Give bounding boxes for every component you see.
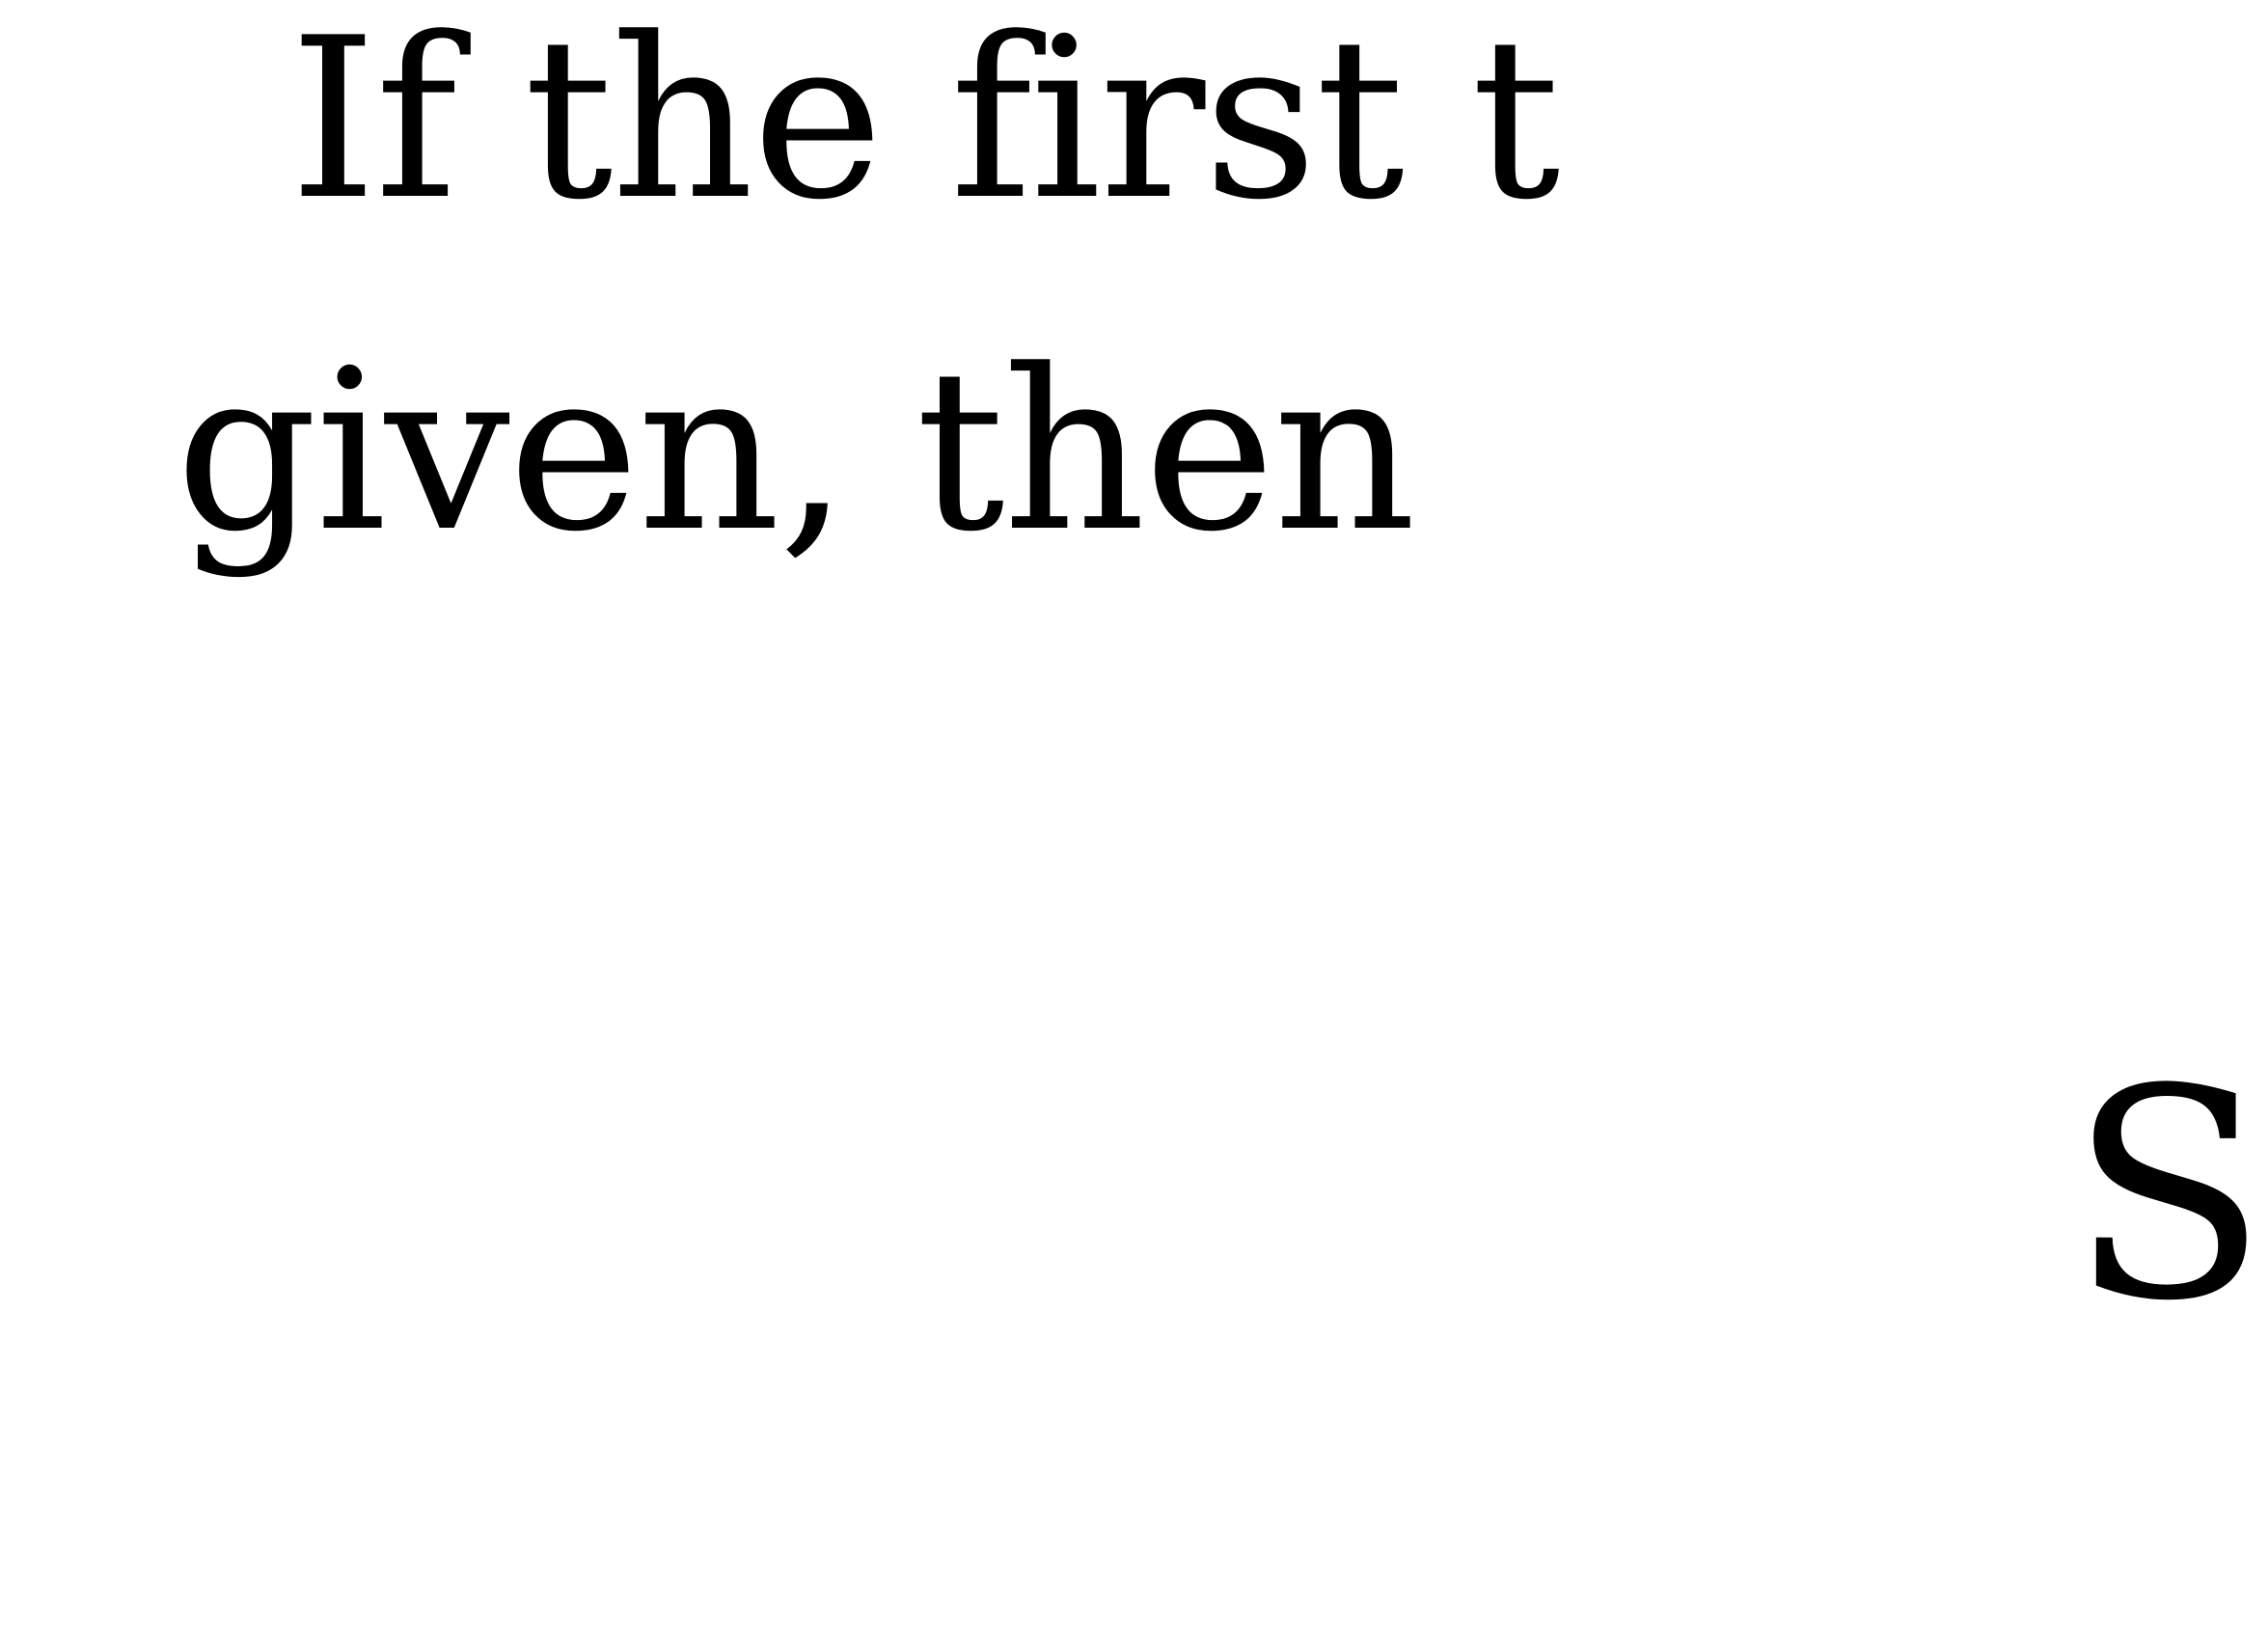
text-line-1: If the first t: [289, 0, 1559, 249]
clipped-edge-glyph: S: [2069, 1027, 2268, 1364]
text-line-2: given, then: [176, 323, 1414, 581]
